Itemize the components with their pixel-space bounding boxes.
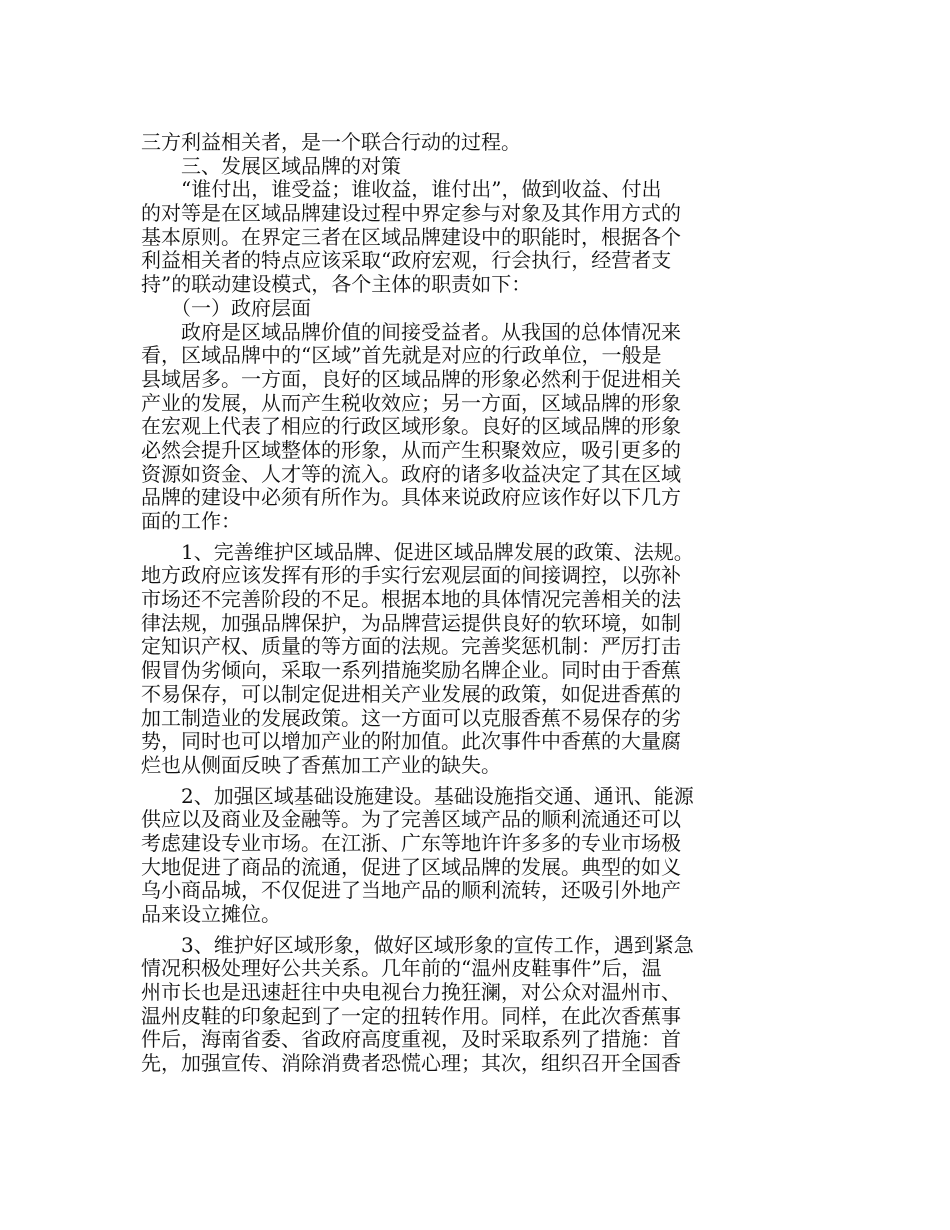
text-line: 件后，海南省委、省政府高度重视，及时采取系列了措施：首 bbox=[141, 1027, 681, 1052]
text-line: 品牌的建设中必须有所作为。具体来说政府应该作好以下几方 bbox=[141, 485, 681, 510]
text-line: 烂也从侧面反映了香蕉加工产业的缺失。 bbox=[141, 752, 501, 777]
text-line: 供应以及商业及金融等。为了完善区域产品的顺利流通还可以 bbox=[141, 807, 681, 832]
text-line: 看，区域品牌中的“区域”首先就是对应的行政单位，一般是 bbox=[141, 343, 662, 368]
text-line: 必然会提升区域整体的形象，从而产生积聚效应，吸引更多的 bbox=[141, 437, 681, 462]
text-line: 乌小商品城，不仅促进了当地产品的顺利流转，还吸引外地产 bbox=[141, 878, 681, 903]
text-line: 持”的联动建设模式，各个主体的职责如下： bbox=[141, 272, 532, 297]
text-line: 律法规，加强品牌保护，为品牌营运提供良好的软环境，如制 bbox=[141, 610, 681, 635]
text-line: 面的工作： bbox=[141, 509, 241, 533]
numbered-paragraph-3: 3、维护好区域形象，做好区域形象的宣传工作，遇到紧急 bbox=[141, 932, 694, 957]
text-line: 州市长也是迅速赶往中央电视台力挽狂澜，对公众对温州市、 bbox=[141, 980, 681, 1005]
text-line: 加工制造业的发展政策。这一方面可以克服香蕉不易保存的劣 bbox=[141, 705, 681, 730]
text-line: 温州皮鞋的印象起到了一定的扭转作用。同样，在此次香蕉事 bbox=[141, 1003, 681, 1028]
numbered-paragraph-1: 1、完善维护区域品牌、促进区域品牌发展的政策、法规。 bbox=[141, 539, 694, 564]
text-line: 在宏观上代表了相应的行政区域形象。良好的区域品牌的形象 bbox=[141, 414, 681, 439]
text-line: 的对等是在区域品牌建设过程中界定参与对象及其作用方式的 bbox=[141, 201, 681, 226]
text-line: 三方利益相关者，是一个联合行动的过程。 bbox=[141, 130, 521, 154]
document-body bbox=[141, 131, 741, 1076]
text-line: 政府是区域品牌价值的间接受益者。从我国的总体情况来 bbox=[141, 319, 681, 344]
text-line: 基本原则。在界定三者在区域品牌建设中的职能时，根据各个 bbox=[141, 224, 681, 249]
section-heading: 三、发展区域品牌的对策 bbox=[141, 153, 401, 178]
text-line: 大地促进了商品的流通，促进了区域品牌的发展。典型的如义 bbox=[141, 854, 681, 879]
text-line: 县域居多。一方面，良好的区域品牌的形象必然利于促进相关 bbox=[141, 366, 681, 391]
text-line: “谁付出，谁受益；谁收益，谁付出”，做到收益、付出 bbox=[141, 177, 662, 202]
text-line: 产业的发展，从而产生税收效应；另一方面，区域品牌的形象 bbox=[141, 390, 681, 415]
numbered-paragraph-2: 2、加强区域基础设施建设。基础设施指交通、通讯、能源 bbox=[141, 783, 694, 808]
text-line: 情况积极处理好公共关系。几年前的“温州皮鞋事件”后，温 bbox=[141, 956, 662, 981]
text-line: 利益相关者的特点应该采取“政府宏观，行会执行，经营者支 bbox=[141, 248, 672, 273]
subsection-heading: （一）政府层面 bbox=[141, 295, 311, 320]
text-line: 市场还不完善阶段的不足。根据本地的具体情况完善相关的法 bbox=[141, 587, 681, 612]
text-line: 资源如资金、人才等的流入。政府的诸多收益决定了其在区域 bbox=[141, 461, 681, 486]
text-line: 地方政府应该发挥有形的手实行宏观层面的间接调控，以弥补 bbox=[141, 563, 681, 588]
text-line: 考虑建设专业市场。在江浙、广东等地许许多多的专业市场极 bbox=[141, 830, 681, 855]
text-line: 品来设立摊位。 bbox=[141, 902, 281, 926]
text-line: 势，同时也可以增加产业的附加值。此次事件中香蕉的大量腐 bbox=[141, 729, 681, 754]
text-line: 先，加强宣传、消除消费者恐慌心理；其次，组织召开全国香 bbox=[141, 1051, 681, 1076]
text-line: 不易保存，可以制定促进相关产业发展的政策，如促进香蕉的 bbox=[141, 681, 681, 706]
text-line: 定知识产权、质量的等方面的法规。完善奖惩机制：严厉打击 bbox=[141, 634, 681, 659]
text-line: 假冒伪劣倾向，采取一系列措施奖励名牌企业。同时由于香蕉 bbox=[141, 658, 681, 683]
